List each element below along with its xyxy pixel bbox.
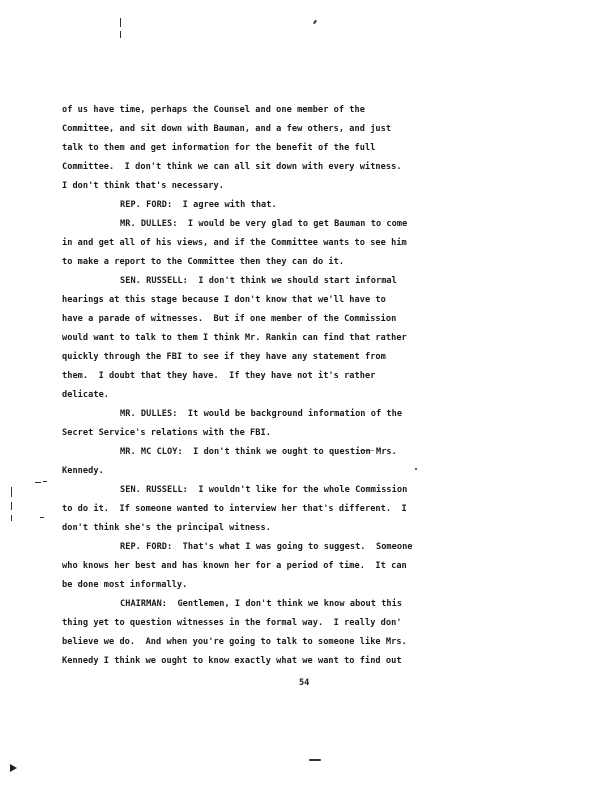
- margin-dash-1: [35, 482, 41, 483]
- transcript-line: in and get all of his views, and if the Committee wants to see him: [62, 238, 407, 248]
- margin-dash-3: [40, 517, 44, 518]
- margin-mark-left-2: [11, 502, 12, 510]
- margin-dash-2: [43, 481, 47, 482]
- transcript-line: I don't think that's necessary.: [62, 181, 224, 191]
- transcript-line: hearings at this stage because I don't know that we'll have to: [62, 295, 386, 305]
- transcript-line: thing yet to question witnesses in the formal way. I really don': [62, 618, 402, 628]
- transcript-line: who knows her best and has known her for a period of time. It can: [62, 561, 407, 571]
- transcript-line: SEN. RUSSELL: I wouldn't like for the whole Commission: [120, 485, 408, 495]
- scan-speck-1: [415, 468, 417, 470]
- transcript-line: would want to talk to them I think Mr. Rankin can find that rather: [62, 333, 407, 343]
- transcript-line: be done most informally.: [62, 580, 188, 590]
- margin-mark-left-3: [11, 515, 12, 521]
- transcript-line: REP. FORD: That's what I was going to suggest. Someone: [120, 542, 413, 552]
- transcript-line: them. I doubt that they have. If they have not it's rather: [62, 371, 376, 381]
- margin-mark-left-1: [11, 487, 12, 497]
- transcript-line: believe we do. And when you're going to talk to someone like Mrs.: [62, 637, 407, 647]
- transcript-line: Kennedy.: [62, 466, 104, 476]
- transcript-line: Committee, and sit down with Bauman, and a few others, and just: [62, 124, 392, 134]
- transcript-line: Committee. I don't think we can all sit down with every witness.: [62, 162, 402, 172]
- transcript-line: Kennedy I think we ought to know exactly what we want to find out: [62, 656, 402, 666]
- transcript-line: MR. MC CLOY: I don't think we ought to question Mrs.: [120, 447, 397, 457]
- scan-smudge-bottom: [309, 759, 321, 761]
- transcript-line: CHAIRMAN: Gentlemen, I don't think we know about this: [120, 599, 403, 609]
- transcript-line: MR. DULLES: I would be very glad to get Bauman to come: [120, 219, 408, 229]
- transcript-line: to make a report to the Committee then they can do it.: [62, 257, 345, 267]
- transcript-line: quickly through the FBI to see if they have any statement from: [62, 352, 386, 362]
- transcript-line: talk to them and get information for the benefit of the full: [62, 143, 376, 153]
- transcript-line: Secret Service's relations with the FBI.: [62, 428, 271, 438]
- transcript-line: have a parade of witnesses. But if one member of the Commission: [62, 314, 397, 324]
- transcript-line: of us have time, perhaps the Counsel and one member of the: [62, 105, 365, 115]
- margin-arrow-icon: [10, 764, 17, 772]
- transcript-line: SEN. RUSSELL: I don't think we should start informal: [120, 276, 397, 286]
- page-number: 54: [299, 678, 310, 688]
- transcript-line: delicate.: [62, 390, 110, 400]
- transcript-line: MR. DULLES: It would be background information of the: [120, 409, 403, 419]
- transcript-line: to do it. If someone wanted to interview her that's different. I: [62, 504, 407, 514]
- transcript-line: REP. FORD: I agree with that.: [120, 200, 277, 210]
- scan-mark-top-right: [313, 20, 317, 24]
- scan-mark-top-left: [120, 18, 121, 27]
- scan-mark-top-left-2: [120, 31, 121, 38]
- transcript-line: don't think she's the principal witness.: [62, 523, 271, 533]
